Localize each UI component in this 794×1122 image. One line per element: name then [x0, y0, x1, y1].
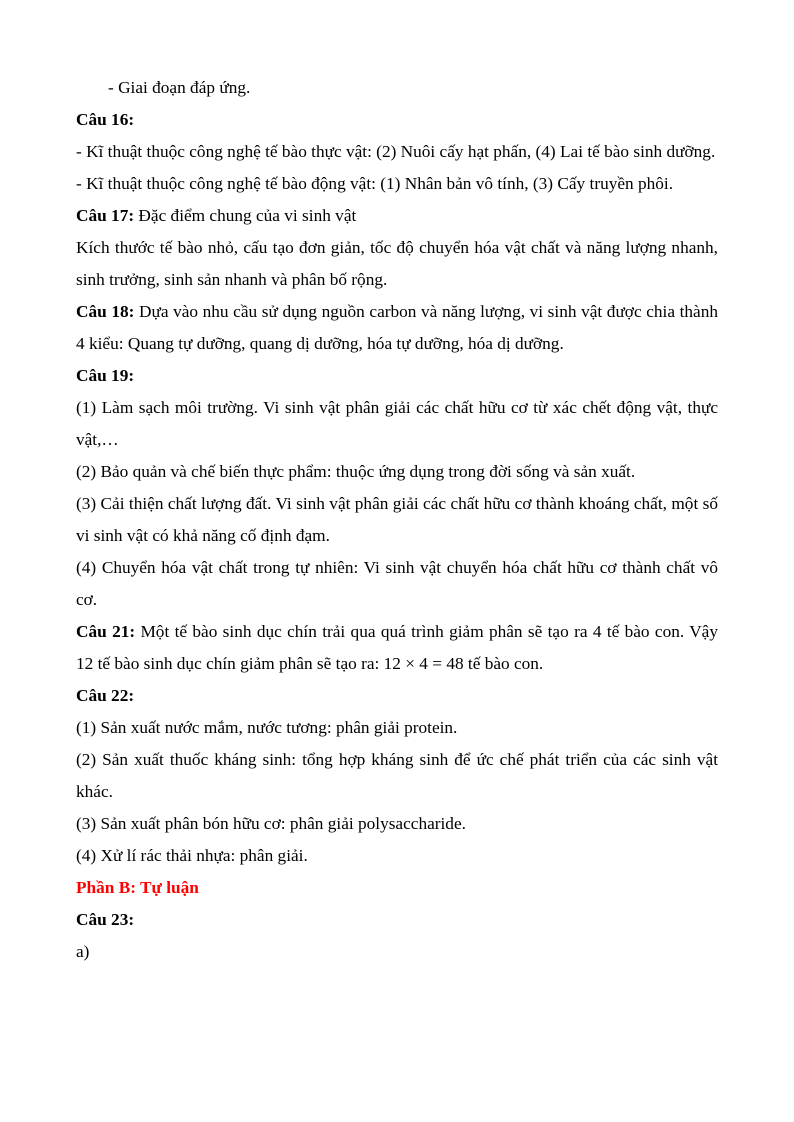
question-19-item-3: (3) Cải thiện chất lượng đất. Vi sinh vật phân giải các chất hữu cơ thành khoáng chất, một số vi sinh vật có khả năng cố định đạm.	[76, 494, 718, 545]
question-17-label: Câu 17:	[76, 206, 135, 225]
question-18-body: Dựa vào nhu cầu sử dụng nguồn carbon và năng lượng, vi sinh vật được chia thành 4 kiểu: Quang tự dưỡng, quang dị dưỡng, hóa tự dưỡng, hóa dị dưỡng.	[76, 302, 718, 353]
question-19-item-4: (4) Chuyển hóa vật chất trong tự nhiên: Vi sinh vật chuyển hóa chất hữu cơ thành chất vô cơ.	[76, 558, 718, 609]
question-19-item-1: (1) Làm sạch môi trường. Vi sinh vật phân giải các chất hữu cơ từ xác chết động vật, thực vật,…	[76, 398, 718, 449]
question-22-item-4: (4) Xử lí rác thải nhựa: phân giải.	[76, 846, 308, 865]
document-page	[76, 72, 718, 968]
question-21	[76, 616, 718, 680]
question-16-line-2: - Kĩ thuật thuộc công nghệ tế bào động vật: (1) Nhân bản vô tính, (3) Cấy truyền phôi.	[76, 174, 674, 193]
question-21-body: Một tế bào sinh dục chín trải qua quá trình giảm phân sẽ tạo ra 4 tế bào con. Vậy 12 tế bào sinh dục chín giảm phân sẽ tạo ra: 12 × 4 = 48 tế bào con.	[76, 622, 718, 673]
question-22-item-3: (3) Sản xuất phân bón hữu cơ: phân giải polysaccharide.	[76, 814, 466, 833]
question-22-item-2: (2) Sản xuất thuốc kháng sinh: tổng hợp kháng sinh để ức chế phát triển của các sinh vật khác.	[76, 750, 718, 801]
part-b-heading: Phần B: Tự luận	[76, 878, 199, 897]
question-22-label: Câu 22:	[76, 686, 135, 705]
question-17-body: Kích thước tế bào nhỏ, cấu tạo đơn giản, tốc độ chuyển hóa vật chất và năng lượng nhanh, sinh trưởng, sinh sản nhanh và phân bố rộng.	[76, 238, 718, 289]
question-18	[76, 296, 718, 360]
question-22-item-1: (1) Sản xuất nước mắm, nước tương: phân giải protein.	[76, 718, 458, 737]
intro-item: - Giai đoạn đáp ứng.	[108, 78, 251, 97]
question-17-heading	[76, 200, 718, 232]
question-23-sub-a: a)	[76, 942, 90, 961]
question-17-title: Đặc điểm chung của vi sinh vật	[134, 206, 357, 225]
question-16-line-1: - Kĩ thuật thuộc công nghệ tế bào thực vật: (2) Nuôi cấy hạt phấn, (4) Lai tế bào sinh dưỡng.	[76, 142, 716, 161]
question-16-label: Câu 16:	[76, 110, 135, 129]
question-23-label: Câu 23:	[76, 910, 135, 929]
question-19-item-2: (2) Bảo quản và chế biến thực phẩm: thuộc ứng dụng trong đời sống và sản xuất.	[76, 462, 636, 481]
question-19-label: Câu 19:	[76, 366, 135, 385]
question-18-label: Câu 18:	[76, 302, 135, 321]
question-21-label: Câu 21:	[76, 622, 136, 641]
